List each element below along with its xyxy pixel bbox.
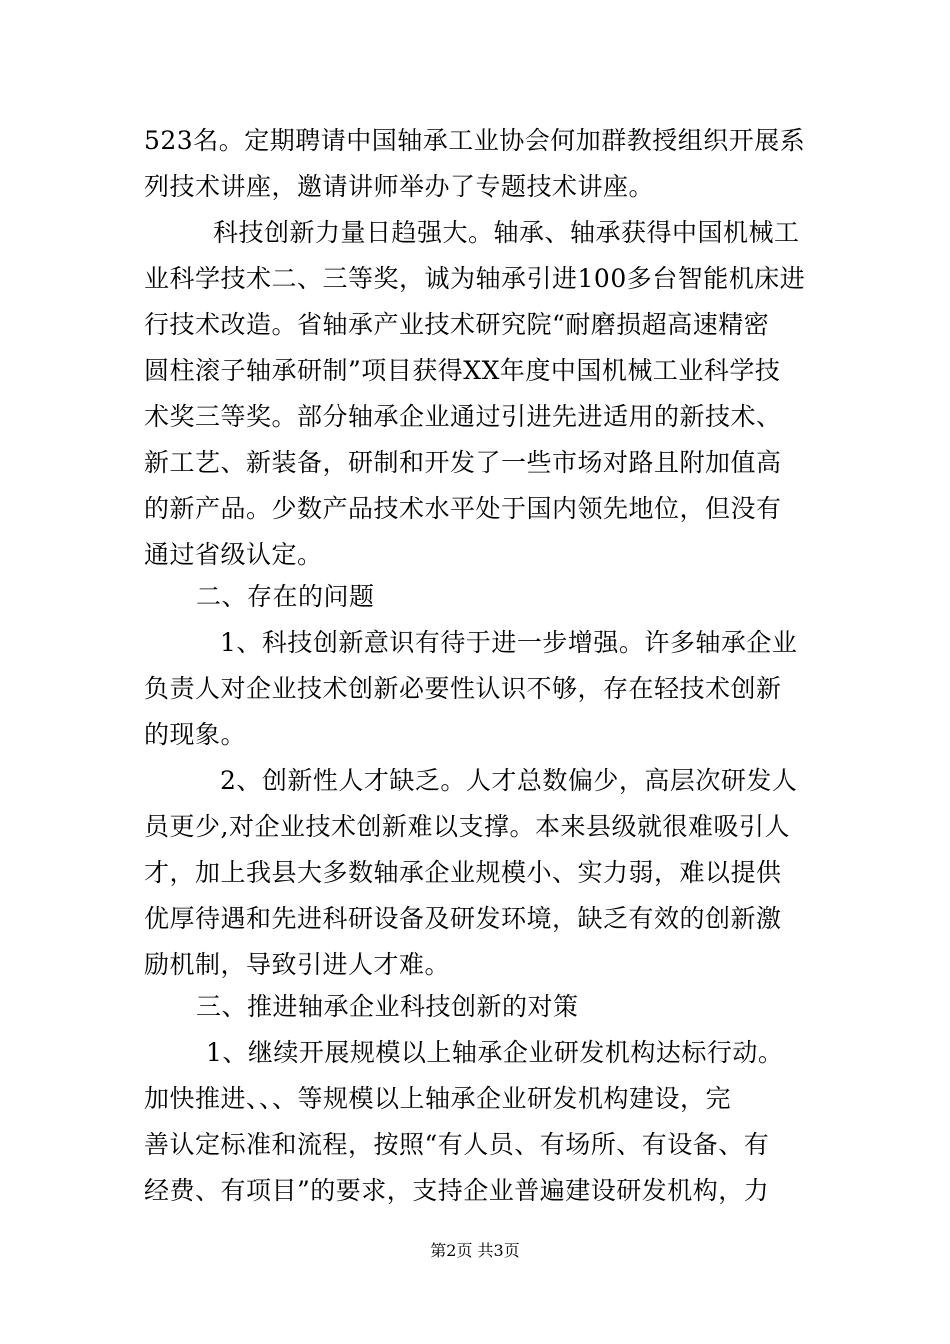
text-line: 2、创新性人才缺乏。人才总数偏少，高层次研发人 [220,766,798,795]
text-line: 1、科技创新意识有待于进一步增强。许多轴承企业 [220,628,798,657]
text-line: 励机制，导致引进人才难。 [144,950,451,979]
text-line: 善认定标准和流程，按照“有人员、有场所、有设备、有 [144,1130,770,1159]
text-line: 业科学技术二、三等奖，诚为轴承引进100多台智能机床进 [144,264,806,293]
section-heading: 三、推进轴承企业科技创新的对策 [196,992,579,1021]
page-footer: 第2页 共3页 [430,1241,520,1260]
text-line: 术奖三等奖。部分轴承企业通过引进先进适用的新技术、 [144,402,782,431]
text-line: 列技术讲座，邀请讲师举办了专题技术讲座。 [144,172,655,201]
text-line: 圆柱滚子轴承研制”项目获得XX年度中国机械工业科学技 [144,356,781,385]
text-line: 523名。定期聘请中国轴承工业协会何加群教授组织开展系 [144,126,806,155]
text-line: 加快推进、、、等规模以上轴承企业研发机构建设，完 [144,1084,732,1113]
text-line: 经费、有项目”的要求，支持企业普遍建设研发机构，力 [144,1176,770,1205]
text-line: 的新产品。少数产品技术水平处于国内领先地位，但没有 [144,494,782,523]
text-line: 通过省级认定。 [144,540,323,569]
text-line: 行技术改造。省轴承产业技术研究院“耐磨损超高速精密 [144,310,770,339]
section-heading: 二、存在的问题 [196,582,375,611]
text-line: 的现象。 [144,720,247,749]
text-line: 才，加上我县大多数轴承企业规模小、实力弱，难以提供 [144,858,782,887]
text-line: 优厚待遇和先进科研设备及研发环境，缺乏有效的创新激 [144,904,782,933]
text-line: 员更少,对企业技术创新难以支撑。本来县级就很难吸引人 [144,812,790,841]
text-line: 新工艺、新装备，研制和开发了一些市场对路且附加值高 [144,448,782,477]
text-line: 1、继续开展规模以上轴承企业研发机构达标行动。 [206,1038,784,1067]
text-line: 负责人对企业技术创新必要性认识不够，存在轻技术创新 [144,674,782,703]
text-line: 科技创新力量日趋强大。轴承、轴承获得中国机械工 [213,218,800,247]
